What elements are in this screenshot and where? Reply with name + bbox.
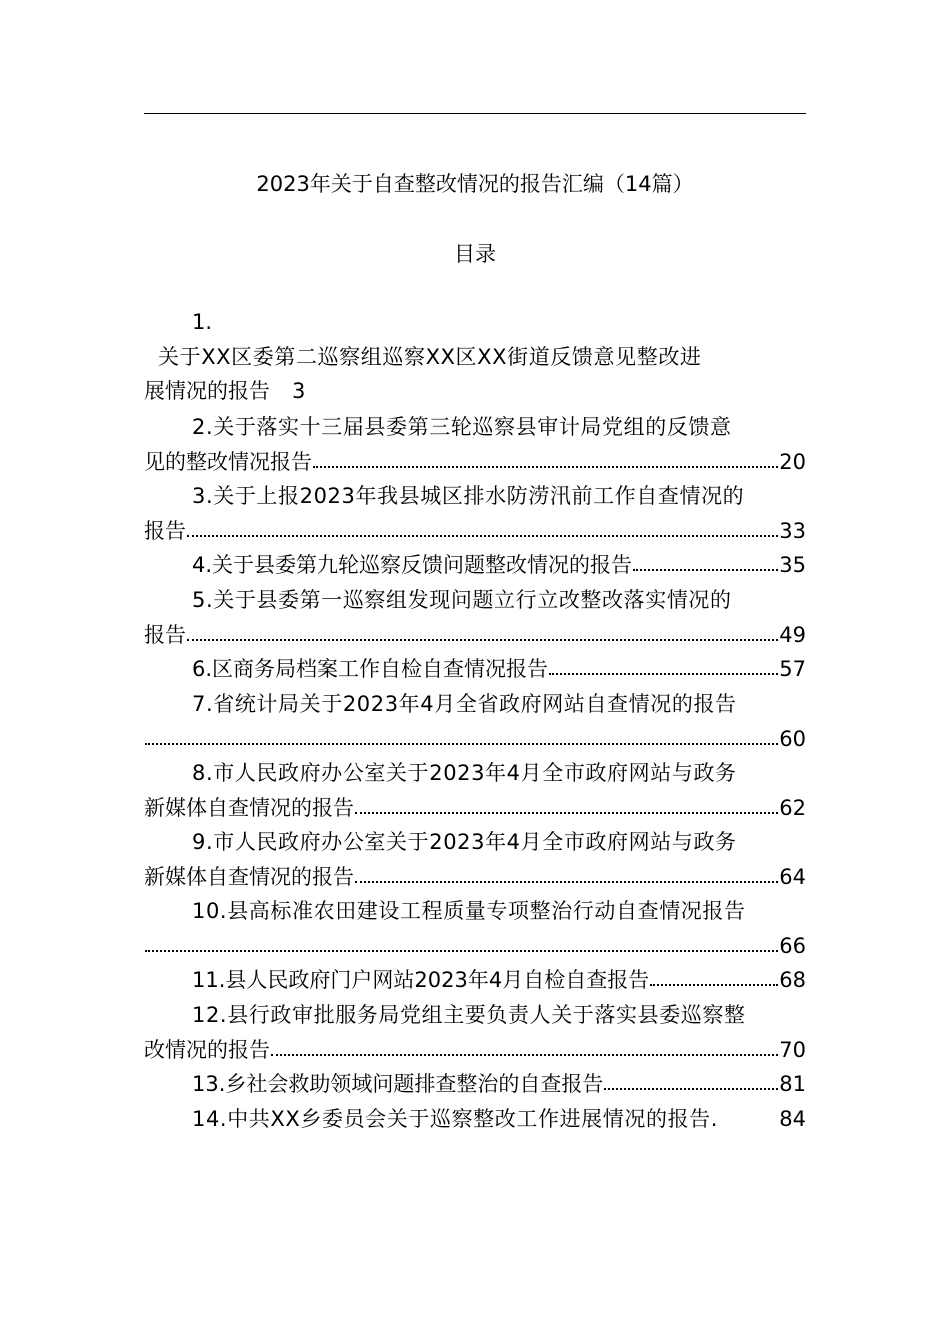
toc-entry-title-cont: 新媒体自查情况的报告 [144, 864, 354, 889]
toc-entry-page: 70 [779, 1037, 806, 1062]
leader-dots [187, 621, 778, 642]
toc-entry-title: 12.县行政审批服务局党组主要负责人关于落实县委巡察整 [192, 1003, 746, 1027]
toc-entry-title-cont: 见的整改情况报告 [144, 449, 312, 474]
toc-entry-page: 3 [292, 379, 306, 403]
toc-entry-4[interactable] [144, 548, 806, 583]
toc-entry-title: 9.市人民政府办公室关于2023年4月全市政府网站与政务 [192, 830, 737, 854]
leader-dots [187, 517, 778, 538]
toc-entry-title: 4.关于县委第九轮巡察反馈问题整改情况的报告 [192, 553, 633, 577]
leader-dots [355, 794, 778, 815]
toc-entry-title: 13.乡社会救助领域问题排查整治的自查报告 [192, 1072, 604, 1096]
toc-entry-page: 33 [779, 518, 806, 543]
toc-entry-12[interactable] [144, 998, 806, 1067]
toc-entry-9[interactable] [144, 825, 806, 894]
toc-entry-title: 2.关于落实十三届县委第三轮巡察县审计局党组的反馈意 [192, 415, 732, 439]
toc-entry-title: 10.县高标准农田建设工程质量专项整治行动自查情况报告 [192, 899, 746, 923]
leader-dots [271, 1036, 778, 1057]
toc-entry-7[interactable] [144, 687, 806, 756]
toc-entry-title-cont: 新媒体自查情况的报告 [144, 795, 354, 820]
header-rule [144, 113, 806, 114]
toc-entry-number: 1. [192, 310, 213, 334]
leader-dots [145, 725, 778, 746]
toc-entry-page: 49 [779, 622, 806, 647]
toc-entry-title: 11.县人民政府门户网站2023年4月自检自查报告 [192, 968, 650, 992]
toc-entry-1[interactable] [144, 305, 806, 409]
toc-entry-title-cont: 报告 [144, 518, 186, 543]
leader-dots [633, 551, 778, 572]
toc-entry-title: 14.中共XX乡委员会关于巡察整改工作进展情况的报告. [192, 1107, 719, 1131]
toc-entry-5[interactable] [144, 583, 806, 652]
toc-entry-8[interactable] [144, 756, 806, 825]
toc-entry-13[interactable] [144, 1067, 806, 1102]
toc-entry-page: 64 [779, 864, 806, 889]
toc-entry-title: 3.关于上报2023年我县城区排水防涝汛前工作自查情况的 [192, 484, 745, 508]
leader-dots [604, 1070, 778, 1091]
toc-entry-title: 6.区商务局档案工作自检自查情况报告 [192, 657, 549, 681]
toc-entry-page: 60 [779, 726, 806, 751]
toc-entry-page: 62 [779, 795, 806, 820]
leader-dots [549, 655, 778, 676]
toc-entry-2[interactable] [144, 410, 806, 479]
toc-entry-page: 68 [779, 968, 806, 992]
toc-entry-6[interactable] [144, 652, 806, 687]
toc-entry-page: 66 [779, 933, 806, 958]
toc-entry-page: 35 [779, 553, 806, 577]
leader-dots [650, 966, 778, 987]
toc-entry-14[interactable] [144, 1102, 806, 1137]
toc-entry-3[interactable] [144, 479, 806, 548]
leader-dots [145, 932, 778, 953]
toc-entry-title: 关于XX区委第二巡察组巡察XX区XX街道反馈意见整改进 [158, 344, 702, 369]
toc-entry-title-cont: 展情况的报告 [144, 379, 270, 403]
toc-entry-page: 84 [779, 1107, 806, 1131]
toc-entry-11[interactable] [144, 963, 806, 998]
toc-entry-title: 5.关于县委第一巡察组发现问题立行立改整改落实情况的 [192, 588, 732, 612]
toc-entry-page: 81 [779, 1072, 806, 1096]
leader-dots [355, 863, 778, 884]
toc-entry-page: 57 [779, 657, 806, 681]
toc-heading: 目录 [454, 242, 496, 266]
toc-entry-title: 8.市人民政府办公室关于2023年4月全市政府网站与政务 [192, 761, 737, 785]
leader-dots [313, 448, 778, 469]
toc-entry-10[interactable] [144, 894, 806, 963]
toc-entry-title-cont: 改情况的报告 [144, 1037, 270, 1062]
toc-entry-title: 7.省统计局关于2023年4月全省政府网站自查情况的报告 [192, 692, 737, 716]
toc-entry-page: 20 [779, 449, 806, 474]
toc-entry-title-cont: 报告 [144, 622, 186, 647]
document-title: 2023年关于自查整改情况的报告汇编（14篇） [256, 172, 694, 196]
